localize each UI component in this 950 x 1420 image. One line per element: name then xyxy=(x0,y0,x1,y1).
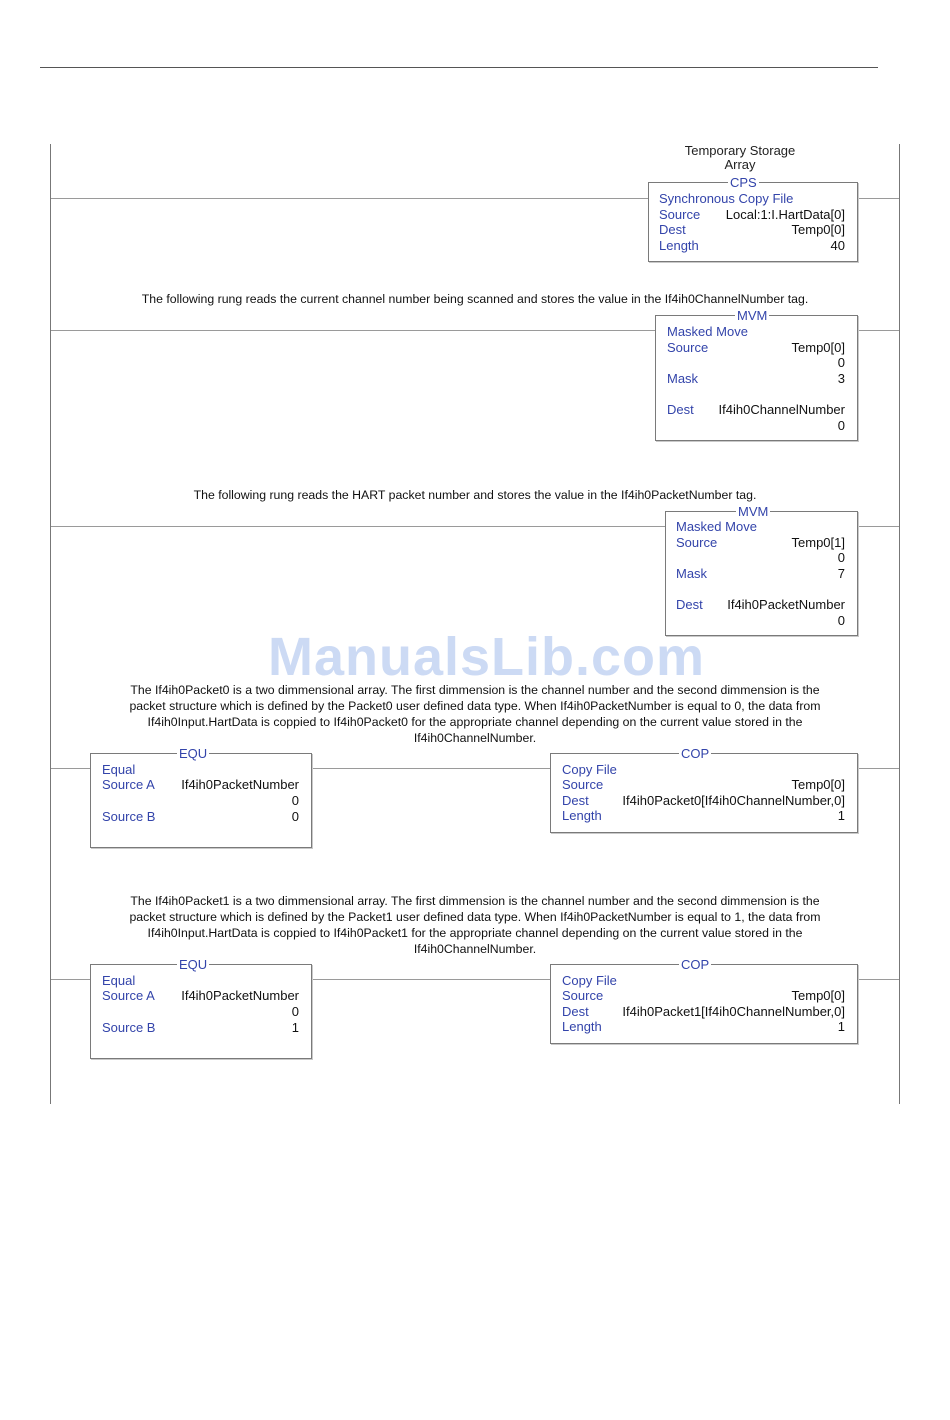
mvm-channel-dest-value[interactable]: If4ih0ChannelNumber xyxy=(718,402,845,417)
rung4-comment-line: packet structure which is defined by the Packet0 user defined data type. When If4ih0PacketNumber is equal to 0, the data from xyxy=(129,699,821,713)
right-power-rail xyxy=(899,144,900,1104)
cps-source-label: Source xyxy=(659,207,701,222)
mvm-channel-title: Masked Move xyxy=(667,324,748,339)
rung5-comment-line: If4ih0Input.HartData is coppied to If4ih0Packet1 for the appropriate channel depending on the current value stored in the xyxy=(147,926,803,940)
equ-packet0-source-b-label: Source B xyxy=(102,809,156,824)
equ-packet0-block[interactable] xyxy=(90,746,312,848)
cop-packet1-title: Copy File xyxy=(562,973,617,988)
equ-packet1-block[interactable] xyxy=(90,957,312,1059)
equ-packet0-mnemonic: EQU xyxy=(179,746,208,761)
equ-packet0-source-b-value[interactable]: 0 xyxy=(291,809,299,824)
mvm-packet-dest-value[interactable]: If4ih0PacketNumber xyxy=(727,597,845,612)
mvm-channel-source-value[interactable]: Temp0[0] xyxy=(791,340,845,355)
cps-header-line1: Temporary Storage xyxy=(684,143,796,158)
cps-length-label: Length xyxy=(659,238,699,253)
rung5-comment-line: If4ih0ChannelNumber. xyxy=(413,942,537,956)
equ-packet1-source-b-label: Source B xyxy=(102,1020,156,1035)
mvm-channel-source-live: 0 xyxy=(837,355,845,370)
cps-title: Synchronous Copy File xyxy=(659,191,794,206)
rung4-comment-line: The If4ih0Packet0 is a two dimmensional array. The first dimmension is the channel number and the second dimmension is the xyxy=(130,683,820,697)
cop-packet0-dest-label: Dest xyxy=(562,793,589,808)
page-top-rule xyxy=(40,67,878,68)
cop-packet1-block[interactable] xyxy=(550,957,858,1044)
cop-packet0-title: Copy File xyxy=(562,762,617,777)
mvm-channel-dest-live: 0 xyxy=(837,418,845,433)
cps-source-value[interactable]: Local:1:I.HartData[0] xyxy=(725,207,845,222)
cop-packet1-dest-value[interactable]: If4ih0Packet1[If4ih0ChannelNumber,0] xyxy=(622,1004,845,1019)
mvm-packet-block[interactable] xyxy=(665,504,858,636)
cps-header xyxy=(660,143,820,172)
rung4-comment-line: If4ih0ChannelNumber. xyxy=(413,731,537,745)
rung5-wire-left xyxy=(51,979,90,980)
cps-length-value[interactable]: 40 xyxy=(830,238,845,253)
mvm-packet-dest-label: Dest xyxy=(676,597,703,612)
equ-packet1-mnemonic: EQU xyxy=(179,957,208,972)
cop-packet0-source-value[interactable]: Temp0[0] xyxy=(791,777,845,792)
cop-packet1-source-label: Source xyxy=(562,988,604,1003)
equ-packet1-title: Equal xyxy=(102,973,136,988)
rung5-wire-mid xyxy=(311,979,550,980)
cop-packet0-block[interactable] xyxy=(550,746,858,833)
mvm-channel-mnemonic: MVM xyxy=(737,308,768,323)
rung3-comment: The following rung reads the HART packet number and stores the value in the If4ih0PacketNumber tag. xyxy=(193,488,757,502)
mvm-channel-mask-label: Mask xyxy=(667,371,699,386)
mvm-packet-mask-label: Mask xyxy=(676,566,708,581)
rung2-wire-right xyxy=(857,330,899,331)
rung4-comment xyxy=(55,682,895,746)
equ-packet0-source-a-value[interactable]: If4ih0PacketNumber xyxy=(181,777,299,792)
cps-header-line2: Array xyxy=(724,157,756,172)
rung1-wire-right xyxy=(857,198,899,199)
mvm-channel-source-label: Source xyxy=(667,340,709,355)
left-power-rail xyxy=(50,144,51,1104)
equ-packet1-source-a-live: 0 xyxy=(291,1004,299,1019)
mvm-channel-dest-label: Dest xyxy=(667,402,694,417)
mvm-packet-source-value[interactable]: Temp0[1] xyxy=(791,535,845,550)
cop-packet1-source-value[interactable]: Temp0[0] xyxy=(791,988,845,1003)
cop-packet0-source-label: Source xyxy=(562,777,604,792)
mvm-packet-title: Masked Move xyxy=(676,519,757,534)
cps-dest-value[interactable]: Temp0[0] xyxy=(791,222,845,237)
rung5-comment xyxy=(55,893,895,957)
rung5-wire-right xyxy=(857,979,899,980)
cop-packet1-mnemonic: COP xyxy=(681,957,710,972)
rung4-wire-right xyxy=(857,768,899,769)
rung4-comment-line: If4ih0Input.HartData is coppied to If4ih0Packet0 for the appropriate channel depending on the current value stored in the xyxy=(147,715,803,729)
rung2-wire-left xyxy=(51,330,655,331)
cop-packet0-length-value[interactable]: 1 xyxy=(837,808,845,823)
cop-packet1-length-value[interactable]: 1 xyxy=(837,1019,845,1034)
cop-packet0-dest-value[interactable]: If4ih0Packet0[If4ih0ChannelNumber,0] xyxy=(622,793,845,808)
cop-packet1-length-label: Length xyxy=(562,1019,602,1034)
mvm-packet-source-label: Source xyxy=(676,535,718,550)
equ-packet1-source-b-value[interactable]: 1 xyxy=(291,1020,299,1035)
mvm-channel-block[interactable] xyxy=(655,308,858,441)
equ-packet1-source-a-value[interactable]: If4ih0PacketNumber xyxy=(181,988,299,1003)
watermark: ManualsLib.com xyxy=(268,627,706,687)
equ-packet0-source-a-live: 0 xyxy=(291,793,299,808)
rung5-comment-line: The If4ih0Packet1 is a two dimmensional array. The first dimmension is the channel number and the second dimmension is the xyxy=(130,894,820,908)
mvm-packet-mask-value[interactable]: 7 xyxy=(837,566,845,581)
cop-packet0-length-label: Length xyxy=(562,808,602,823)
cop-packet1-dest-label: Dest xyxy=(562,1004,589,1019)
mvm-packet-dest-live: 0 xyxy=(837,613,845,628)
rung3-wire-right xyxy=(857,526,899,527)
mvm-packet-source-live: 0 xyxy=(837,550,845,565)
cop-packet0-mnemonic: COP xyxy=(681,746,710,761)
equ-packet1-source-a-label: Source A xyxy=(102,988,155,1003)
rung2-comment: The following rung reads the current channel number being scanned and stores the value in the If4ih0ChannelNumber tag. xyxy=(141,292,809,306)
rung3-wire-left xyxy=(51,526,665,527)
cps-instruction-block[interactable] xyxy=(648,175,858,262)
equ-packet0-source-a-label: Source A xyxy=(102,777,155,792)
rung4-wire-left xyxy=(51,768,90,769)
mvm-channel-mask-value[interactable]: 3 xyxy=(837,371,845,386)
rung4-wire-mid xyxy=(311,768,550,769)
cps-dest-label: Dest xyxy=(659,222,686,237)
rung1-wire-left xyxy=(51,198,648,199)
equ-packet0-title: Equal xyxy=(102,762,136,777)
mvm-packet-mnemonic: MVM xyxy=(738,504,769,519)
cps-mnemonic: CPS xyxy=(730,175,757,190)
rung5-comment-line: packet structure which is defined by the Packet1 user defined data type. When If4ih0PacketNumber is equal to 1, the data from xyxy=(129,910,821,924)
